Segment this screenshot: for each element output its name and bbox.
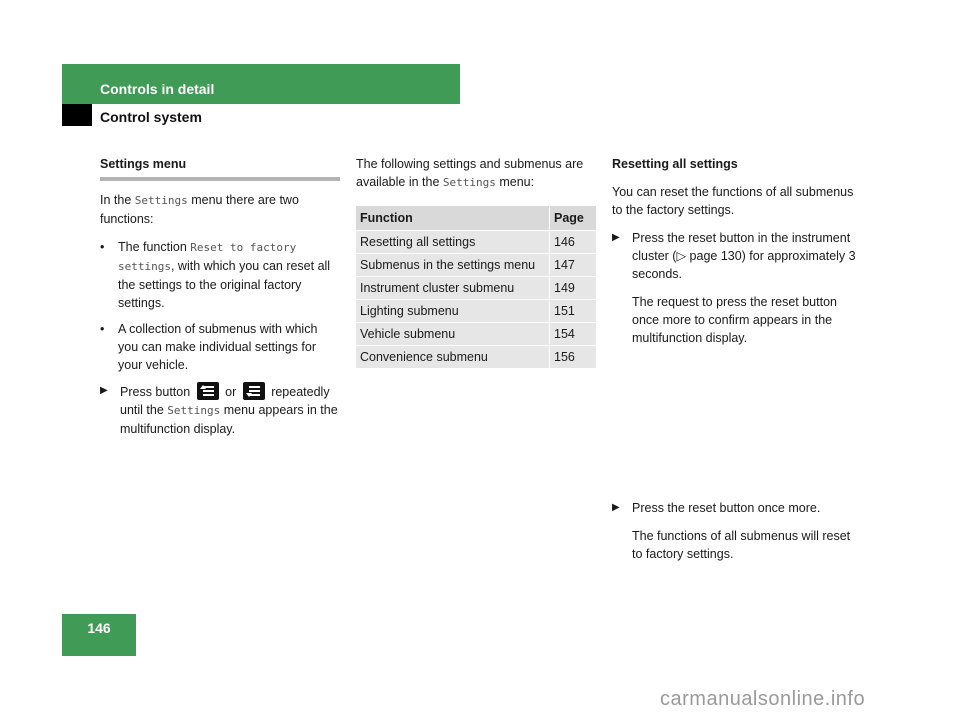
bullet-item	[100, 238, 340, 312]
table-row	[356, 277, 596, 300]
step-note: The request to press the reset button once more to confirm appears in the multifunction display.	[632, 295, 837, 345]
subsection-title: Control system	[100, 109, 202, 125]
reset-intro: You can reset the functions of all submenus to the factory settings.	[612, 185, 854, 217]
settings-table	[356, 206, 596, 368]
text: or	[221, 385, 240, 399]
step-arrow-icon: ▶	[612, 502, 620, 513]
menu-down-button-icon	[243, 382, 265, 400]
instruction-step	[612, 229, 862, 283]
table-row	[356, 323, 596, 346]
menu-up-button-icon	[197, 382, 219, 400]
right-column	[612, 155, 862, 561]
table-intro	[356, 155, 596, 192]
text: menu there are two functions:	[100, 193, 299, 226]
table-row	[356, 231, 596, 254]
page-cell: 147	[550, 254, 597, 277]
settings-term: Settings	[134, 194, 188, 207]
settings-intro	[100, 191, 340, 228]
bullet-icon: •	[100, 322, 105, 336]
text: , with which you can reset all the settings to the original factory settings.	[118, 259, 331, 310]
text: In the	[100, 193, 135, 207]
section-title: Controls in detail	[100, 81, 215, 97]
page-cell: 156	[550, 346, 597, 369]
text: repeatedly until the	[120, 385, 330, 417]
header-function: Function	[356, 206, 550, 231]
page-cell: 154	[550, 323, 597, 346]
bullet-item	[100, 320, 340, 374]
table-row	[356, 300, 596, 323]
step-note: The functions of all submenus will reset to factory settings.	[632, 529, 851, 561]
page-number: 146	[62, 614, 136, 656]
function-cell: Convenience submenu	[356, 346, 550, 369]
function-cell: Instrument cluster submenu	[356, 277, 550, 300]
function-cell: Resetting all settings	[356, 231, 550, 254]
text: The function	[118, 240, 191, 254]
bullet-icon: •	[100, 240, 105, 254]
text: Press button	[120, 385, 194, 399]
table-header-row	[356, 206, 596, 231]
instruction-step	[612, 499, 862, 517]
page-cell: 149	[550, 277, 597, 300]
reset-heading: Resetting all settings	[612, 157, 738, 171]
text: menu appears in the multifunction display.	[120, 403, 338, 436]
settings-term: Settings	[442, 176, 496, 189]
page-cell: 146	[550, 231, 597, 254]
section-marker	[62, 104, 92, 126]
text: menu:	[495, 175, 535, 189]
function-cell: Lighting submenu	[356, 300, 550, 323]
settings-menu-heading: Settings menu	[100, 155, 340, 181]
text: A collection of submenus with which you can make individual settings for your vehicle.	[118, 322, 318, 372]
table-row	[356, 346, 596, 369]
left-column	[100, 155, 340, 448]
text: Press the reset button in the instrument cluster (▷ page 130) for approximately 3 seconds.	[632, 231, 856, 281]
function-cell: Vehicle submenu	[356, 323, 550, 346]
instruction-step	[100, 382, 340, 438]
header-page: Page	[550, 206, 597, 231]
settings-term: Settings	[167, 404, 221, 417]
text: The following settings and submenus are available in the	[356, 157, 584, 189]
function-cell: Submenus in the settings menu	[356, 254, 550, 277]
step-2-block	[612, 499, 862, 573]
watermark: carmanualsonline.info	[660, 688, 866, 710]
page-cell: 151	[550, 300, 597, 323]
step-arrow-icon: ▶	[100, 385, 108, 396]
step-arrow-icon: ▶	[612, 232, 620, 243]
text: Press the reset button once more.	[632, 501, 821, 515]
reset-term: Reset to factory settings	[118, 241, 297, 273]
middle-column	[356, 155, 596, 368]
table-row	[356, 254, 596, 277]
